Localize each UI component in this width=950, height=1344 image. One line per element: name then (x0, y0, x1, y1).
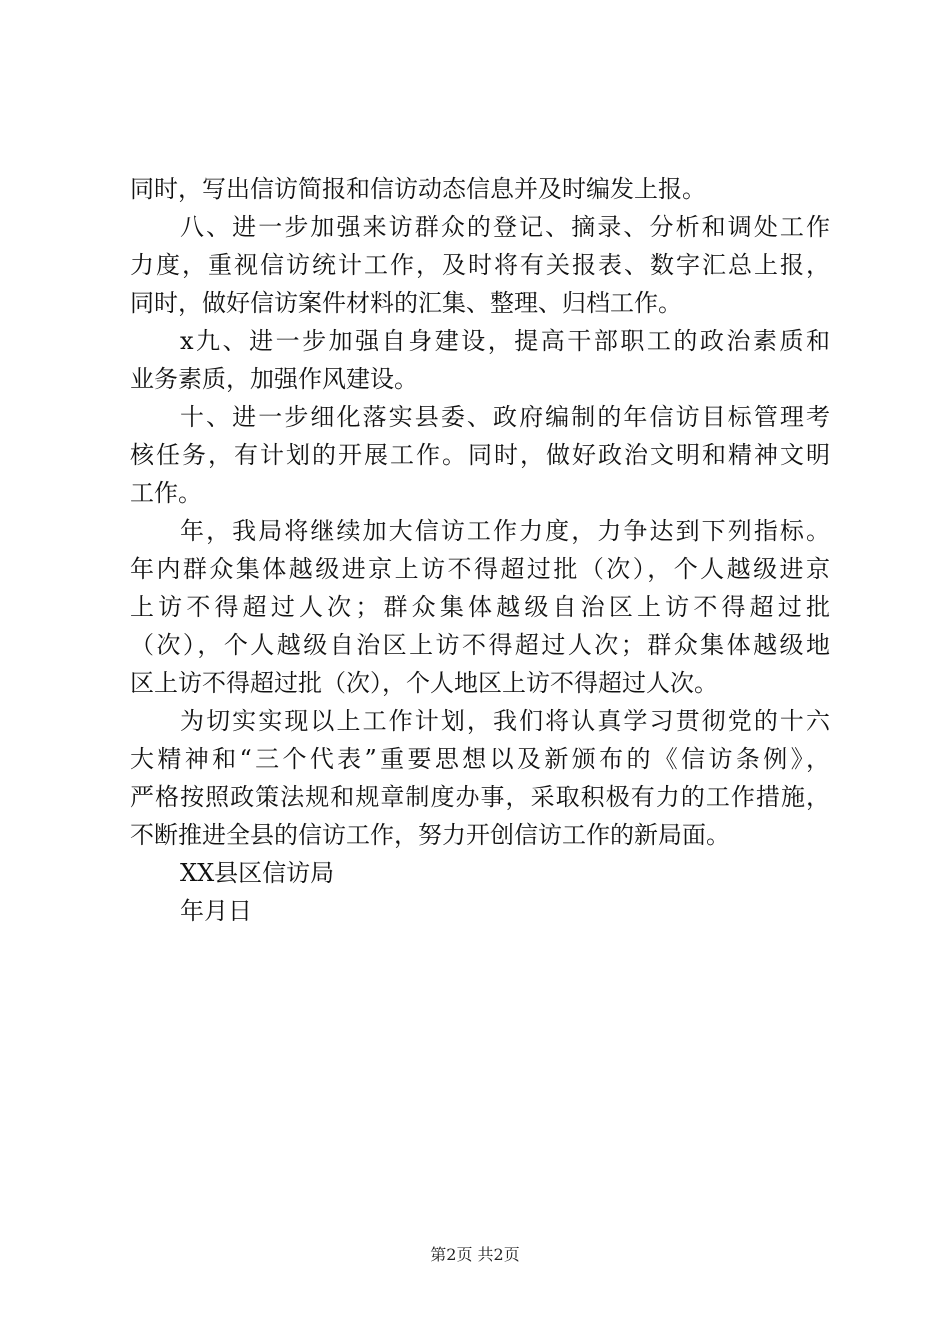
text-line: 同时，写出信访简报和信访动态信息并及时编发上报。 (130, 175, 706, 203)
text-line: 年内群众集体越级进京上访不得超过批（次），个人越级进京 (130, 555, 830, 583)
text-line: 年月日 (180, 897, 252, 925)
text-line: 业务素质，加强作风建设。 (130, 365, 418, 393)
text-line: 不断推进全县的信访工作，努力开创信访工作的新局面。 (130, 821, 730, 849)
text-line: 核任务，有计划的开展工作。同时，做好政治文明和精神文明 (130, 441, 830, 469)
text-line: 年，我局将继续加大信访工作力度，力争达到下列指标。 (180, 517, 830, 545)
text-line: 为切实实现以上工作计划，我们将认真学习贯彻党的十六 (180, 707, 830, 735)
document-body (130, 170, 830, 930)
page-footer: 第2页 共2页 (430, 1245, 520, 1264)
text-line: XX县区信访局 (180, 859, 335, 887)
text-line: （次），个人越级自治区上访不得超过人次；群众集体越级地 (130, 631, 830, 659)
text-line: 同时，做好信访案件材料的汇集、整理、归档工作。 (130, 289, 682, 317)
text-line: 严格按照政策法规和规章制度办事，采取积极有力的工作措施， (130, 783, 830, 811)
text-line: 八、进一步加强来访群众的登记、摘录、分析和调处工作 (180, 213, 830, 241)
text-line: 十、进一步细化落实县委、政府编制的年信访目标管理考 (180, 403, 830, 431)
text-line: x九、进一步加强自身建设，提高干部职工的政治素质和 (180, 327, 830, 355)
text-line: 区上访不得超过批（次），个人地区上访不得超过人次。 (130, 669, 718, 697)
text-line: 力度，重视信访统计工作，及时将有关报表、数字汇总上报， (130, 251, 830, 279)
text-line: 上访不得超过人次；群众集体越级自治区上访不得超过批 (130, 593, 830, 621)
text-line: 工作。 (130, 479, 202, 507)
text-line: 大精神和“三个代表”重要思想以及新颁布的《信访条例》， (130, 745, 830, 773)
